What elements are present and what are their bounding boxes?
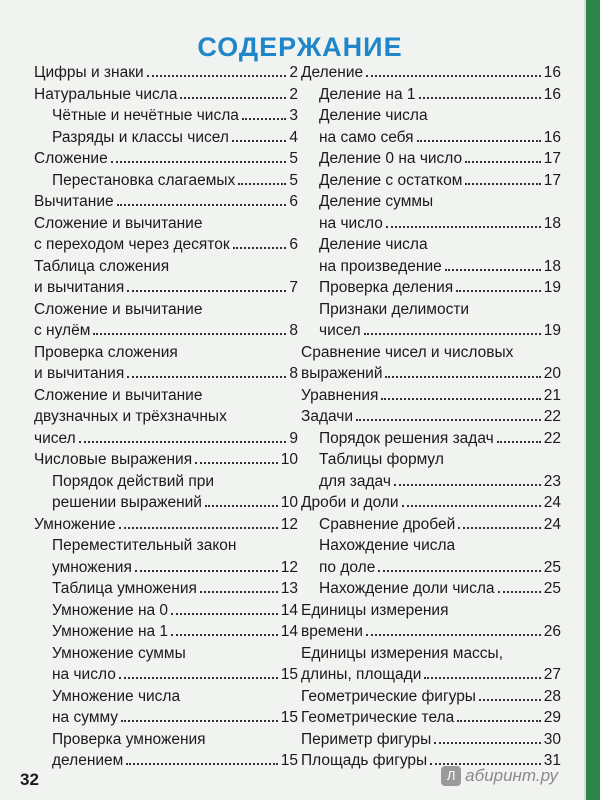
dot-leader xyxy=(458,527,540,529)
toc-entry-text: Уравнения xyxy=(301,386,379,404)
toc-entry-line xyxy=(52,643,298,665)
dot-leader xyxy=(479,699,541,701)
book-spine xyxy=(586,0,600,800)
toc-page-number: 15 xyxy=(280,752,298,769)
toc-entry-text: Цифры и знаки xyxy=(34,64,144,81)
toc-entry-text: Сложение и вычитание xyxy=(34,214,203,232)
toc-entry-line xyxy=(301,62,561,84)
dot-leader xyxy=(456,290,541,292)
toc-entry-text: с нулём xyxy=(34,322,91,339)
toc-entry-text: Числовые выражения xyxy=(34,451,193,468)
toc-entry xyxy=(34,449,298,471)
toc-entry-line xyxy=(34,449,298,471)
toc-entry-text: чисел xyxy=(319,322,361,339)
toc-entry-line xyxy=(34,256,298,278)
toc-entry-text: Площадь фигуры xyxy=(301,752,428,769)
toc-entry xyxy=(34,191,298,213)
toc-entry-line xyxy=(52,105,298,127)
toc-entry xyxy=(34,471,298,514)
toc-entry xyxy=(301,299,561,342)
dot-leader xyxy=(385,376,540,378)
toc-entry-line xyxy=(52,170,298,192)
toc-entry-line xyxy=(319,105,561,127)
toc-page-number: 29 xyxy=(543,709,561,726)
toc-entry xyxy=(301,84,561,106)
dot-leader xyxy=(135,570,278,572)
toc-entry-line xyxy=(301,363,561,385)
toc-entry-text: Умножение на 1 xyxy=(52,623,169,640)
toc-entry xyxy=(301,600,561,643)
toc-entry-line xyxy=(34,148,298,170)
toc-entry-text: Сложение и вычитание xyxy=(34,300,203,318)
page-number: 32 xyxy=(20,770,39,789)
toc-entry-line xyxy=(319,514,561,536)
dot-leader xyxy=(79,441,287,443)
toc-page-number: 31 xyxy=(543,752,561,769)
toc-page-number: 17 xyxy=(543,150,561,167)
dot-leader xyxy=(366,634,541,636)
toc-entry-text: Деление с остатком xyxy=(319,171,463,189)
toc-page-number: 6 xyxy=(289,193,298,210)
toc-entry-line xyxy=(319,127,561,149)
toc-entry-line xyxy=(319,299,561,321)
toc-entry xyxy=(301,191,561,234)
toc-page-number: 9 xyxy=(289,429,298,447)
dot-leader xyxy=(119,677,278,679)
dot-leader xyxy=(430,763,541,765)
toc-entry xyxy=(301,234,561,277)
toc-entry-text: Натуральные числа xyxy=(34,85,178,103)
toc-entry-line xyxy=(319,256,561,278)
toc-entry xyxy=(301,578,561,600)
toc-entry xyxy=(34,342,298,385)
watermark-logo-icon: Л xyxy=(441,766,461,786)
toc-entry-text: на сумму xyxy=(52,709,119,726)
toc-entry-text: Признаки делимости xyxy=(319,300,470,318)
dot-leader xyxy=(434,742,541,744)
toc-entry xyxy=(301,535,561,578)
dot-leader xyxy=(386,226,541,228)
dot-leader xyxy=(242,118,286,120)
dot-leader xyxy=(111,161,287,163)
toc-page-number: 18 xyxy=(543,214,561,232)
toc-entry-line xyxy=(319,320,561,342)
toc-entry-text: Вычитание xyxy=(34,193,114,210)
toc-entry-text: Единицы измерения xyxy=(301,601,449,619)
toc-entry-line xyxy=(34,191,298,213)
toc-page-number: 2 xyxy=(289,85,298,103)
dot-leader xyxy=(195,462,278,464)
dot-leader xyxy=(465,183,540,185)
dot-leader xyxy=(171,613,278,615)
toc-entry xyxy=(301,277,561,299)
toc-entry-line xyxy=(319,170,561,192)
toc-entry-text: времени xyxy=(301,623,363,640)
toc-page-number: 15 xyxy=(280,666,298,683)
toc-entry-text: Умножение суммы xyxy=(52,644,186,662)
dot-leader xyxy=(205,505,278,507)
toc-entry-line xyxy=(34,213,298,235)
toc-entry-line xyxy=(301,600,561,622)
dot-leader xyxy=(378,570,540,572)
toc-entry-line xyxy=(52,535,298,557)
toc-page-number: 18 xyxy=(543,257,561,275)
dot-leader xyxy=(445,269,541,271)
toc-entry-text: Задачи xyxy=(301,408,354,425)
toc-entry-text: Порядок действий при xyxy=(52,472,215,490)
toc-page-number: 30 xyxy=(543,730,561,748)
dot-leader xyxy=(147,75,287,77)
toc-entry-line xyxy=(52,686,298,708)
toc-entry-line xyxy=(319,84,561,106)
toc-page-number: 16 xyxy=(543,64,561,81)
toc-entry xyxy=(34,148,298,170)
toc-entry-line xyxy=(319,213,561,235)
toc-entry-text: Геометрические фигуры xyxy=(301,687,476,705)
toc-page-number: 22 xyxy=(543,408,561,425)
toc-entry-text: Таблица сложения xyxy=(34,257,170,275)
toc-entry-text: Дроби и доли xyxy=(301,494,399,511)
toc-entry xyxy=(34,105,298,127)
toc-page-number: 24 xyxy=(543,515,561,533)
toc-entry-line xyxy=(34,320,298,342)
toc-page-number: 8 xyxy=(289,365,298,382)
toc-entry-line xyxy=(301,643,561,665)
toc-page-number: 5 xyxy=(289,150,298,167)
toc-entry xyxy=(301,514,561,536)
toc-entry-line xyxy=(34,299,298,321)
toc-right-column xyxy=(301,62,561,772)
toc-entry-line xyxy=(34,428,298,450)
toc-entry-line xyxy=(319,578,561,600)
toc-entry xyxy=(34,127,298,149)
dot-leader xyxy=(93,333,286,335)
toc-page-number: 27 xyxy=(543,666,561,683)
toc-page-number: 22 xyxy=(543,429,561,447)
toc-entry xyxy=(34,729,298,772)
toc-page-number: 5 xyxy=(289,171,298,189)
toc-entry-line xyxy=(301,492,561,514)
toc-page-number: 25 xyxy=(543,580,561,597)
toc-entry-text: на само себя xyxy=(319,128,414,146)
toc-entry xyxy=(34,686,298,729)
dot-leader xyxy=(232,140,287,142)
toc-entry-text: Деление 0 на число xyxy=(319,150,463,167)
toc-page-number: 10 xyxy=(280,451,298,468)
dot-leader xyxy=(366,75,541,77)
toc-entry-text: Проверка сложения xyxy=(34,343,178,361)
watermark-text: абиринт.ру xyxy=(465,766,558,785)
toc-entry xyxy=(301,729,561,751)
dot-leader xyxy=(364,333,541,335)
toc-entry-text: и вычитания xyxy=(34,365,125,382)
toc-entry-text: на произведение xyxy=(319,257,442,275)
toc-entry-line xyxy=(301,664,561,686)
toc-entry xyxy=(301,170,561,192)
toc-entry-text: Нахождение доли числа xyxy=(319,580,495,597)
toc-entry xyxy=(34,621,298,643)
toc-entry-line xyxy=(319,234,561,256)
dot-leader xyxy=(121,720,278,722)
toc-entry-text: умножения xyxy=(52,558,132,576)
toc-entry-line xyxy=(34,62,298,84)
dot-leader xyxy=(419,97,541,99)
dot-leader xyxy=(498,591,541,593)
dot-leader xyxy=(394,484,541,486)
toc-entry-line xyxy=(34,342,298,364)
toc-page-number: 19 xyxy=(543,322,561,339)
toc-entry-text: Нахождение числа xyxy=(319,537,456,554)
toc-entry xyxy=(34,385,298,450)
toc-page-number: 12 xyxy=(280,558,298,576)
watermark xyxy=(441,766,558,786)
toc-entry-text: Проверка умножения xyxy=(52,730,206,748)
toc-entry-text: Сложение и вычитание xyxy=(34,386,203,404)
toc-entry-line xyxy=(34,277,298,299)
toc-entry-line xyxy=(52,750,298,772)
toc-entry xyxy=(34,299,298,342)
dot-leader xyxy=(117,204,287,206)
toc-entry-text: делением xyxy=(52,752,124,769)
dot-leader xyxy=(233,247,287,249)
toc-entry-text: выражений xyxy=(301,365,383,382)
toc-entry-line xyxy=(34,84,298,106)
toc-entry-text: для задач xyxy=(319,472,391,490)
toc-page-number: 24 xyxy=(543,494,561,511)
toc-entry xyxy=(301,62,561,84)
toc-page-number: 16 xyxy=(543,128,561,146)
toc-entry-text: Переместительный закон xyxy=(52,537,237,554)
toc-page-number: 23 xyxy=(543,472,561,490)
toc-entry-text: Геометрические тела xyxy=(301,709,455,726)
dot-leader xyxy=(180,97,286,99)
toc-page-number: 21 xyxy=(543,386,561,404)
toc-entry-text: Сравнение дробей xyxy=(319,515,456,533)
toc-page-number: 8 xyxy=(289,322,298,339)
toc-page-number: 13 xyxy=(280,580,298,597)
toc-page-number: 14 xyxy=(280,623,298,640)
toc-entry-text: решении выражений xyxy=(52,494,202,511)
toc-page-number: 4 xyxy=(289,128,298,146)
toc-entry-text: Сложение xyxy=(34,150,108,167)
toc-page-number: 3 xyxy=(289,107,298,124)
toc-entry-line xyxy=(52,729,298,751)
toc-entry-line xyxy=(319,557,561,579)
toc-entry xyxy=(34,600,298,622)
toc-page-number: 15 xyxy=(280,709,298,726)
toc-entry-line xyxy=(319,428,561,450)
toc-page-number: 14 xyxy=(280,601,298,619)
toc-entry xyxy=(34,514,298,536)
dot-leader xyxy=(171,634,278,636)
toc-entry-line xyxy=(52,664,298,686)
toc-page-number: 20 xyxy=(543,365,561,382)
dot-leader xyxy=(127,376,286,378)
toc-page-number: 6 xyxy=(289,236,298,253)
toc-entry xyxy=(301,406,561,428)
toc-entry-line xyxy=(52,492,298,514)
toc-entry-text: Единицы измерения массы, xyxy=(301,644,504,662)
toc-entry-line xyxy=(319,148,561,170)
dot-leader xyxy=(356,419,541,421)
toc-entry-text: Периметр фигуры xyxy=(301,730,432,748)
dot-leader xyxy=(238,183,286,185)
toc-entry-line xyxy=(301,686,561,708)
toc-entry-line xyxy=(319,277,561,299)
toc-entry xyxy=(301,686,561,708)
toc-entry xyxy=(301,385,561,407)
toc-entry xyxy=(34,256,298,299)
toc-page-number: 26 xyxy=(543,623,561,640)
toc-entry-text: Умножение xyxy=(34,515,116,533)
toc-entry-line xyxy=(319,191,561,213)
toc-entry-text: Умножение числа xyxy=(52,687,181,705)
toc-entry-line xyxy=(301,342,561,364)
toc-entry xyxy=(34,643,298,686)
toc-entry xyxy=(301,643,561,686)
toc-entry-line xyxy=(52,707,298,729)
toc-page-number: 28 xyxy=(543,687,561,705)
toc-entry-line xyxy=(301,406,561,428)
toc-entry-line xyxy=(301,385,561,407)
toc-entry-text: Таблицы формул xyxy=(319,451,444,468)
toc-page-number: 16 xyxy=(543,85,561,103)
toc-page-number: 25 xyxy=(543,558,561,576)
toc-entry xyxy=(301,342,561,385)
toc-entry-line xyxy=(301,621,561,643)
toc-entry-text: чисел xyxy=(34,429,76,447)
toc-entry-line xyxy=(34,234,298,256)
toc-page-number: 12 xyxy=(280,515,298,533)
dot-leader xyxy=(497,441,541,443)
toc-entry-text: на число xyxy=(52,666,116,683)
toc-entry xyxy=(34,84,298,106)
toc-entry-text: Разряды и классы чисел xyxy=(52,128,229,146)
toc-entry-text: Деление xyxy=(301,64,364,81)
toc-page-number: 7 xyxy=(289,279,298,296)
toc-entry-line xyxy=(34,406,298,428)
toc-entry-text: Перестановка слагаемых xyxy=(52,171,236,189)
toc-entry-text: Порядок решения задач xyxy=(319,429,494,447)
toc-entry-line xyxy=(34,514,298,536)
toc-entry-line xyxy=(319,471,561,493)
toc-entry-line xyxy=(319,449,561,471)
dot-leader xyxy=(457,720,541,722)
toc-entry-line xyxy=(52,557,298,579)
toc-entry xyxy=(301,707,561,729)
toc-entry-text: Умножение на 0 xyxy=(52,601,169,619)
toc-entry-text: по доле xyxy=(319,558,376,576)
toc-page-number: 10 xyxy=(280,494,298,511)
toc-entry xyxy=(301,492,561,514)
toc-entry xyxy=(34,170,298,192)
dot-leader xyxy=(465,161,541,163)
toc-left-column xyxy=(34,62,298,772)
toc-entry xyxy=(34,578,298,600)
toc-entry xyxy=(34,213,298,256)
toc-entry xyxy=(301,105,561,148)
dot-leader xyxy=(424,677,540,679)
toc-entry-line xyxy=(52,600,298,622)
toc-entry-text: Деление суммы xyxy=(319,193,434,210)
toc-entry-text: Проверка деления xyxy=(319,279,454,296)
toc-entry-text: с переходом через десяток xyxy=(34,236,230,253)
toc-entry-text: Деление на 1 xyxy=(319,85,416,103)
dot-leader xyxy=(417,140,541,142)
toc-entry-text: на число xyxy=(319,214,383,232)
toc-entry-line xyxy=(319,535,561,557)
toc-entry-line xyxy=(52,621,298,643)
toc-page-number: 2 xyxy=(289,64,298,81)
toc-entry-line xyxy=(34,363,298,385)
dot-leader xyxy=(126,763,277,765)
toc-entry-text: двузначных и трёхзначных xyxy=(34,408,227,425)
dot-leader xyxy=(200,591,278,593)
dot-leader xyxy=(402,505,541,507)
toc-entry-text: Таблица умножения xyxy=(52,580,197,597)
page-title: СОДЕРЖАНИЕ xyxy=(197,32,403,62)
toc-page-number: 17 xyxy=(543,171,561,189)
toc-entry-text: длины, площади xyxy=(301,666,422,683)
toc-entry-line xyxy=(301,707,561,729)
toc-entry-line xyxy=(52,127,298,149)
toc-entry xyxy=(34,535,298,578)
toc-entry-text: Сравнение чисел и числовых xyxy=(301,343,514,361)
toc-entry-text: Деление числа xyxy=(319,107,428,124)
dot-leader xyxy=(119,527,278,529)
toc-entry-line xyxy=(34,385,298,407)
toc-entry xyxy=(34,62,298,84)
toc-entry xyxy=(301,449,561,492)
toc-entry-text: Деление числа xyxy=(319,236,428,253)
dot-leader xyxy=(127,290,286,292)
toc-entry-line xyxy=(52,578,298,600)
toc-entry-line xyxy=(52,471,298,493)
toc-entry xyxy=(301,148,561,170)
toc-entry-line xyxy=(301,729,561,751)
toc-entry xyxy=(301,428,561,450)
toc-page-number: 19 xyxy=(543,279,561,296)
toc-entry-text: Чётные и нечётные числа xyxy=(52,107,239,124)
dot-leader xyxy=(381,398,540,400)
toc-entry-text: и вычитания xyxy=(34,279,125,296)
